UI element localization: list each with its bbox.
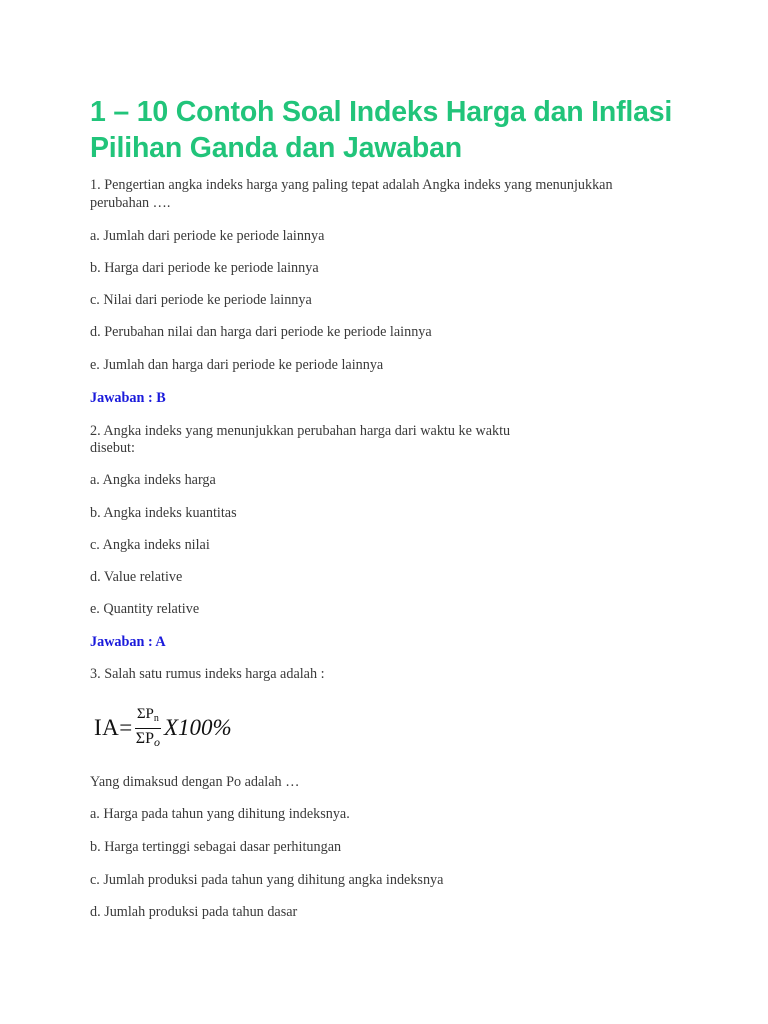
question-2-option-a: a. Angka indeks harga <box>90 472 216 488</box>
question-1-option-a: a. Jumlah dari periode ke periode lainnya <box>90 228 325 244</box>
question-2-option-b: b. Angka indeks kuantitas <box>90 505 237 521</box>
denominator-subscript: o <box>153 734 160 749</box>
question-3-followup: Yang dimaksud dengan Po adalah … <box>90 774 300 790</box>
question-3-text: 3. Salah satu rumus indeks harga adalah : <box>90 666 325 682</box>
question-1-answer: Jawaban : B <box>90 390 166 406</box>
title-line-1: 1 – 10 Contoh Soal Indeks Harga dan Inflasi <box>90 96 673 128</box>
price-index-formula <box>94 703 232 753</box>
article-title <box>90 94 690 166</box>
formula-numerator <box>135 706 161 729</box>
question-1-line-2: perubahan …. <box>90 195 171 211</box>
formula-denominator <box>134 729 162 751</box>
question-2-line-1: 2. Angka indeks yang menunjukkan perubahan harga dari waktu ke waktu <box>90 423 511 439</box>
title-line-2: Pilihan Ganda dan Jawaban <box>90 132 462 164</box>
formula-fraction <box>134 706 162 751</box>
question-3-option-c: c. Jumlah produksi pada tahun yang dihitung angka indeksnya <box>90 872 444 888</box>
question-2-answer: Jawaban : A <box>90 634 166 650</box>
question-2-option-e: e. Quantity relative <box>90 601 200 617</box>
question-2-line-2: disebut: <box>90 440 135 456</box>
question-3-option-b: b. Harga tertinggi sebagai dasar perhitungan <box>90 839 342 855</box>
numerator-sigma: ΣP <box>136 705 154 722</box>
question-3-option-a: a. Harga pada tahun yang dihitung indeksnya. <box>90 806 350 822</box>
question-1-option-b: b. Harga dari periode ke periode lainnya <box>90 260 319 276</box>
document-page <box>90 0 700 1024</box>
question-2-option-d: d. Value relative <box>90 569 183 585</box>
denominator-sigma: ΣP <box>135 729 154 747</box>
question-2-option-c: c. Angka indeks nilai <box>90 537 210 553</box>
question-3-option-d: d. Jumlah produksi pada tahun dasar <box>90 904 298 920</box>
question-1-line-1: 1. Pengertian angka indeks harga yang paling tepat adalah Angka indeks yang menunjukkan <box>90 177 613 193</box>
formula-lhs: IA= <box>94 715 133 740</box>
question-1-option-d: d. Perubahan nilai dan harga dari periode ke periode lainnya <box>90 324 432 340</box>
formula-rhs: X100% <box>163 715 232 740</box>
question-1-option-c: c. Nilai dari periode ke periode lainnya <box>90 292 312 308</box>
question-1-option-e: e. Jumlah dan harga dari periode ke periode lainnya <box>90 357 384 373</box>
numerator-subscript: n <box>153 712 159 724</box>
